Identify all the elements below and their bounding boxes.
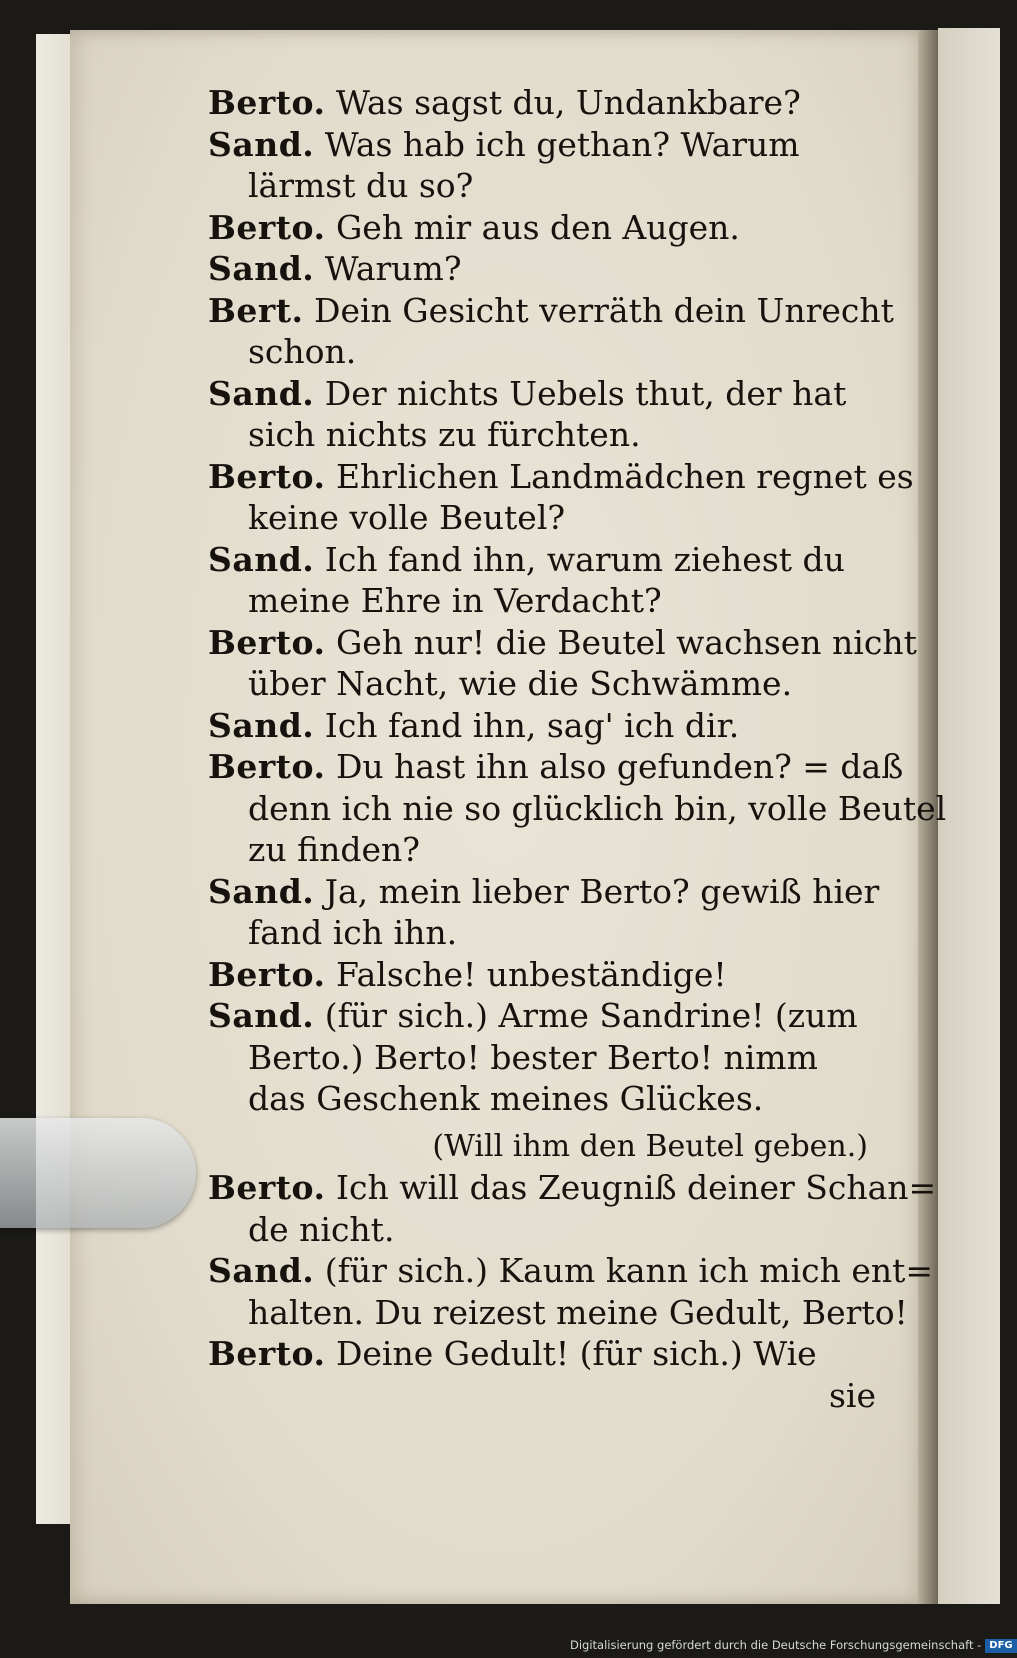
- line-text: Geh nur! die Beutel wachsen nicht: [335, 622, 917, 662]
- line-text: halten. Du reizest meine Gedult, Berto!: [248, 1292, 908, 1332]
- text-line: [208, 539, 876, 581]
- line-text: keine volle Beutel?: [248, 498, 566, 537]
- line-text: zu finden?: [248, 830, 420, 869]
- line-text: Falsche! unbeständige!: [335, 954, 727, 994]
- text-line: [208, 248, 876, 290]
- catchword: sie: [828, 1375, 876, 1415]
- text-line: [208, 788, 947, 830]
- speaker-name: Sand.: [208, 1251, 315, 1290]
- text-line: [208, 165, 876, 207]
- next-page-edge: [938, 28, 1000, 1604]
- glass-page-holder: [0, 1118, 196, 1228]
- text-line: [208, 207, 876, 249]
- line-text: über Nacht, wie die Schwämme.: [248, 664, 793, 703]
- text-line: [208, 912, 876, 954]
- text-line: [208, 331, 876, 373]
- line-text: denn ich nie so glücklich bin, volle Beutel: [248, 788, 947, 828]
- speaker-name: Berto.: [208, 456, 326, 496]
- speaker-name: Sand.: [208, 124, 315, 164]
- stage-direction: (Will ihm den Beutel geben.): [432, 1128, 868, 1164]
- dialogue-block-1: [208, 82, 947, 1120]
- digitization-footer: [570, 1632, 1013, 1658]
- line-text: fand ich ihn.: [248, 913, 458, 952]
- text-line: [208, 414, 876, 456]
- line-text: Berto.) Berto! bester Berto! nimm: [248, 1037, 818, 1077]
- speaker-name: Sand.: [208, 996, 315, 1035]
- text-line: [208, 497, 876, 539]
- text-line: [208, 871, 880, 913]
- speaker-name: Berto.: [208, 954, 326, 994]
- footer-text: Digitalisierung gefördert durch die Deutsche Forschungsgemeinschaft -: [570, 1638, 982, 1652]
- text-line: [208, 1209, 876, 1251]
- text-line: [208, 1292, 908, 1334]
- line-text: sich nichts zu fürchten.: [248, 415, 641, 454]
- dfg-logo: DFG: [985, 1639, 1016, 1653]
- speaker-name: Sand.: [208, 373, 315, 413]
- line-text: Was hab ich gethan? Warum: [324, 124, 800, 164]
- line-text: lärmst du so?: [248, 166, 474, 205]
- text-line: [208, 580, 876, 622]
- speaker-name: Sand.: [208, 871, 315, 911]
- text-line: [208, 290, 894, 332]
- line-text: meine Ehre in Verdacht?: [248, 581, 662, 620]
- line-text: Dein Gesicht verräth dein Unrecht: [314, 290, 894, 330]
- line-text: de nicht.: [248, 1209, 395, 1249]
- line-text: Geh mir aus den Augen.: [335, 207, 740, 247]
- text-line: [208, 622, 917, 664]
- text-line: [208, 124, 876, 166]
- line-text: Ich fand ihn, sag' ich dir.: [324, 705, 740, 745]
- text-line: [208, 1333, 876, 1375]
- text-line: [208, 82, 876, 124]
- text-line: [208, 1250, 934, 1292]
- line-text: das Geschenk meines Glückes.: [248, 1079, 764, 1118]
- line-text: Ich fand ihn, warum ziehest du: [324, 539, 845, 579]
- speaker-name: Berto.: [208, 747, 326, 786]
- page-text: [208, 82, 947, 1416]
- text-line: [208, 456, 914, 498]
- text-line: [208, 1037, 876, 1079]
- text-line: [208, 829, 876, 871]
- line-text: Der nichts Uebels thut, der hat: [324, 373, 847, 413]
- dialogue-block-2: [208, 1167, 937, 1375]
- speaker-name: Berto.: [208, 83, 326, 122]
- text-line: [208, 1167, 937, 1209]
- line-text: Warum?: [324, 249, 462, 288]
- speaker-name: Sand.: [208, 249, 315, 288]
- line-text: Du hast ihn also gefunden? = daß: [335, 747, 904, 786]
- speaker-name: Berto.: [208, 207, 326, 247]
- line-text: Deine Gedult! (für sich.) Wie: [335, 1334, 817, 1373]
- text-line: [208, 746, 904, 788]
- line-text: (für sich.) Arme Sandrine! (zum: [324, 996, 858, 1035]
- line-text: Ich will das Zeugniß deiner Schan=: [335, 1168, 937, 1207]
- text-line: [208, 995, 876, 1037]
- speaker-name: Berto.: [208, 1334, 326, 1373]
- text-line: [208, 954, 876, 996]
- speaker-name: Bert.: [208, 290, 304, 330]
- speaker-name: Berto.: [208, 622, 326, 662]
- text-line: [208, 373, 876, 415]
- speaker-name: Berto.: [208, 1168, 326, 1207]
- text-line: [208, 705, 876, 747]
- line-text: Ehrlichen Landmädchen regnet es: [335, 456, 914, 496]
- speaker-name: Sand.: [208, 539, 315, 579]
- text-line: [208, 1078, 876, 1120]
- line-text: Was sagst du, Undankbare?: [335, 83, 801, 122]
- speaker-name: Sand.: [208, 705, 315, 745]
- line-text: (für sich.) Kaum kann ich mich ent=: [324, 1251, 934, 1290]
- text-line: [208, 663, 876, 705]
- line-text: Ja, mein lieber Berto? gewiß hier: [324, 871, 880, 911]
- line-text: schon.: [248, 332, 357, 371]
